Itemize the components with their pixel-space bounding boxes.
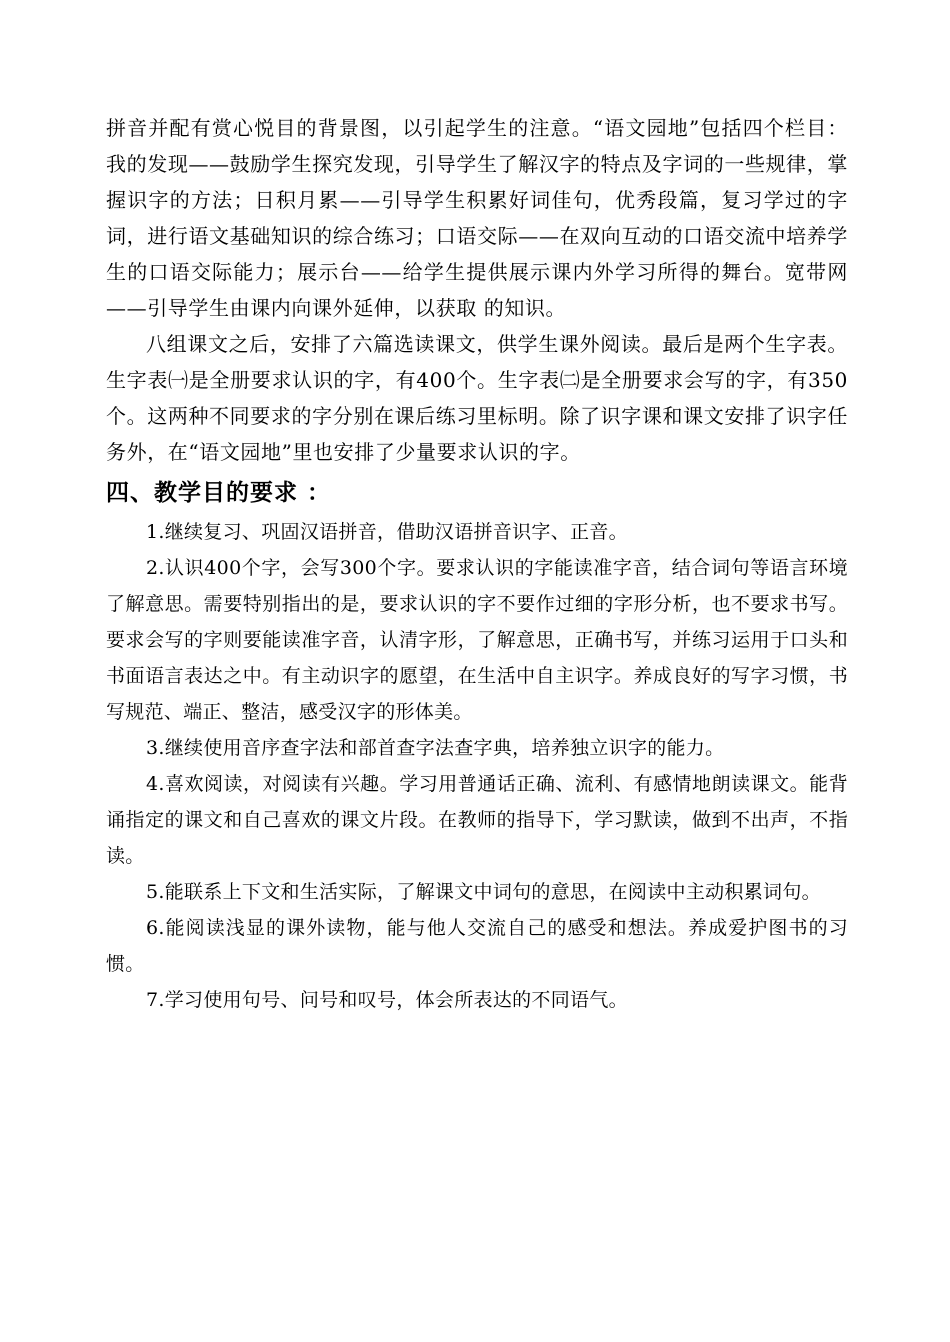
requirement-item-6: 6.能阅读浅显的课外读物，能与他人交流自己的感受和想法。养成爱护图书的习惯。 [106,917,848,975]
requirement-item-3: 3.继续使用音序查字法和部首查字法查字典，培养独立识字的能力。 [146,737,725,759]
paragraph-xuandu-kewen: 八组课文之后，安排了六篇选读课文，供学生课外阅读。最后是两个生字表。生字表㈠是全册要求认识的字，有400个。生字表㈡是全册要求会写的字，有350个。这两种不同要求的字分别在课后练习里标明。除了识字课和课文安排了识字任务外，在“语文园地”里也安排了少量要求认识的字。 [106,332,848,464]
paragraph-yuwen-yuandi: 拼音并配有赏心悦目的背景图，以引起学生的注意。“语文园地”包括四个栏目：我的发现——鼓励学生探究发现，引导学生了解汉字的特点及字词的一些规律，掌握识字的方法；日积月累——引导学生积累好词佳句，优秀段篇，复习学过的字词，进行语文基础知识的综合练习；口语交际——在双向互动的口语交流中培养学生的口语交际能力；展示台——给学生提供展示课内外学习所得的舞台。宽带网——引导学生由课内向课外延伸，以获取 的知识。 [106,116,848,320]
section-heading: 四、教学目的要求 ： [106,480,332,506]
document-page [106,110,848,1018]
requirement-item-5: 5.能联系上下文和生活实际，了解课文中词句的意思，在阅读中主动积累词句。 [146,881,821,903]
requirement-item-1: 1.继续复习、巩固汉语拼音，借助汉语拼音识字、正音。 [146,521,628,543]
requirement-item-4: 4.喜欢阅读，对阅读有兴趣。学习用普通话正确、流利、有感情地朗读课文。能背诵指定的课文和自己喜欢的课文片段。在教师的指导下，学习默读，做到不出声，不指读。 [106,773,848,867]
requirement-item-7: 7.学习使用句号、问号和叹号，体会所表达的不同语气。 [146,989,628,1011]
requirement-item-2: 2.认识400个字，会写300个字。要求认识的字能读准字音，结合词句等语言环境了解意思。需要特别指出的是，要求认识的字不要作过细的字形分析，也不要求书写。要求会写的字则要能读准字音，认清字形，了解意思，正确书写，并练习运用于口头和书面语言表达之中。有主动识字的愿望，在生活中自主识字。养成良好的写字习惯，书写规范、端正、整洁，感受汉字的形体美。 [106,557,848,723]
